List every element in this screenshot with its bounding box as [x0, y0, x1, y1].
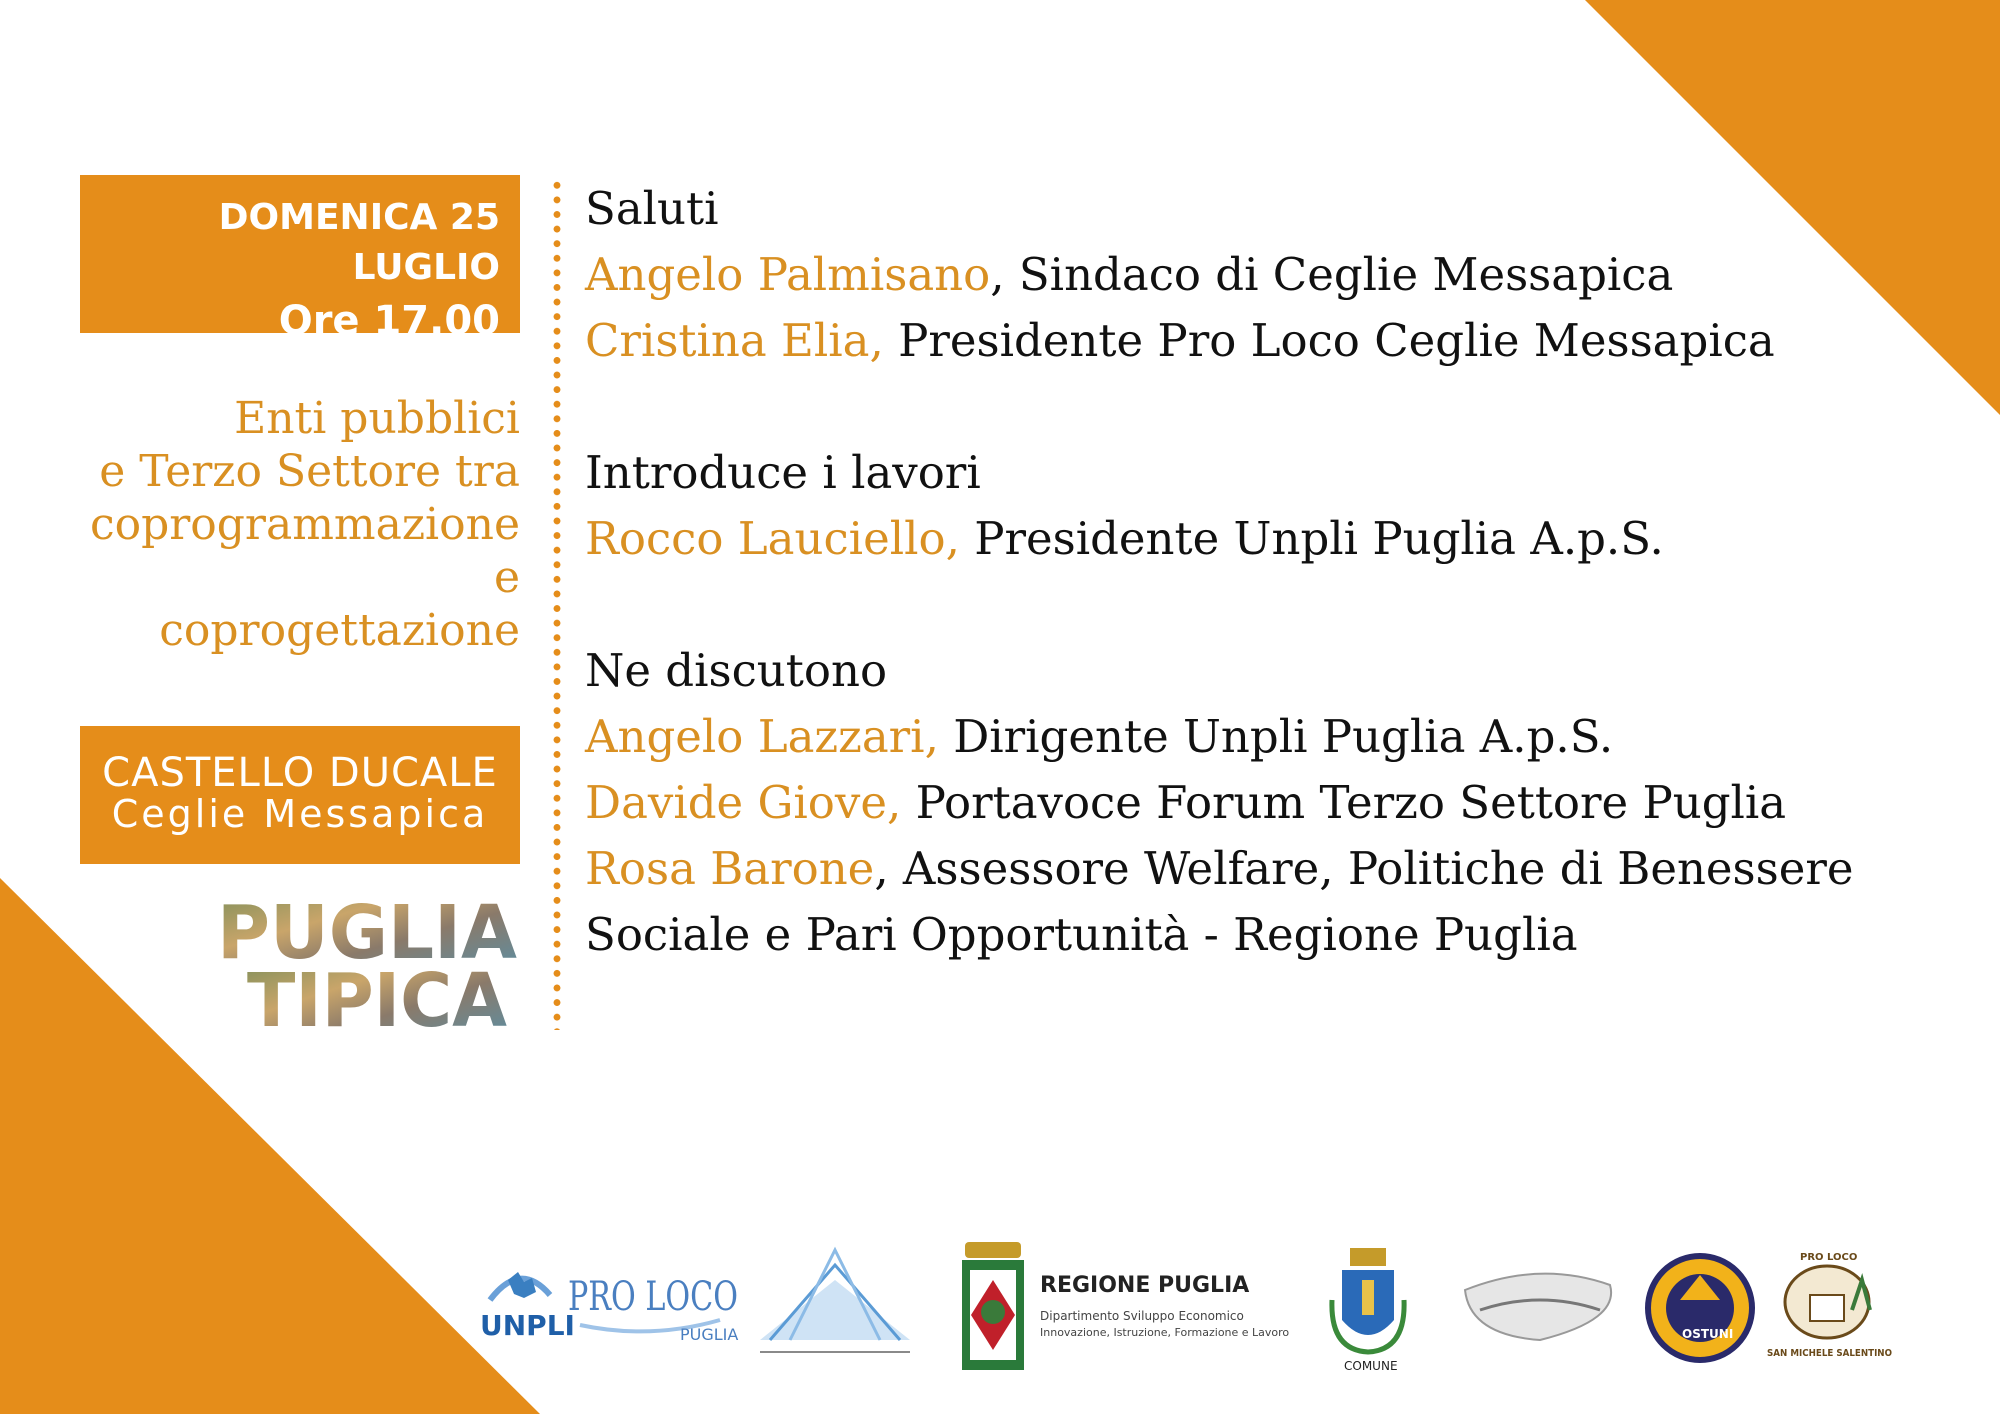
- speaker-name: Rocco Lauciello,: [585, 512, 975, 565]
- date-box: [80, 175, 520, 344]
- speaker-role: Presidente Pro Loco Ceglie Messapica: [898, 314, 1775, 367]
- speaker-role: Dirigente Unpli Puglia A.p.S.: [953, 710, 1614, 763]
- regione-line1: Dipartimento Sviluppo Economico: [1040, 1309, 1244, 1323]
- sanmichele-bottom-text: SAN MICHELE SALENTINO: [1767, 1348, 1892, 1359]
- speaker-line: [585, 308, 1945, 374]
- speaker-role: Presidente Unpli Puglia A.p.S.: [974, 512, 1664, 565]
- program: [585, 176, 1945, 968]
- logo-word-tipica: TIPICA: [247, 958, 507, 1030]
- speaker-name: Rosa Barone: [585, 842, 875, 895]
- speaker-role-continuation: Sociale e Pari Opportunità - Regione Puglia: [585, 908, 1578, 961]
- speaker-line: [585, 770, 1945, 836]
- speaker-role: , Sindaco di Ceglie Messapica: [990, 248, 1674, 301]
- topic-line: coprogrammazione: [89, 499, 520, 550]
- speaker-name: Davide Giove,: [585, 776, 916, 829]
- sanmichele-top-text: PRO LOCO: [1800, 1252, 1858, 1263]
- logo-word-puglia: PUGLIA: [217, 890, 517, 976]
- valle-itria-logo: [760, 1250, 910, 1352]
- speaker-name: Cristina Elia,: [585, 314, 899, 367]
- topic-line: Enti pubblici: [234, 393, 520, 444]
- speaker-line: [585, 704, 1945, 770]
- proloco-puglia-logo: [568, 1274, 738, 1344]
- ostuni-text: OSTUNI: [1682, 1327, 1734, 1341]
- comune-text: COMUNE: [1344, 1359, 1398, 1373]
- venue-name: CASTELLO DUCALE: [102, 750, 498, 796]
- speaker-name: Angelo Lazzari,: [585, 710, 954, 763]
- unpli-logo: [480, 1272, 575, 1342]
- speaker-name: Angelo Palmisano: [585, 248, 991, 301]
- speaker-role: Portavoce Forum Terzo Settore Puglia: [915, 776, 1787, 829]
- event-date: DOMENICA 25 LUGLIO: [218, 197, 500, 288]
- proloco-ceglie-logo: [1465, 1274, 1611, 1340]
- speaker-line: [585, 506, 1945, 572]
- speaker-line: [585, 836, 1945, 902]
- proloco-sub-text: PUGLIA: [680, 1325, 739, 1344]
- section-heading-introduce: Introduce i lavori: [585, 446, 981, 499]
- topic-line: coprogettazione: [159, 605, 520, 656]
- regione-title: REGIONE PUGLIA: [1040, 1273, 1250, 1298]
- sponsor-logos: [470, 1240, 1990, 1380]
- proloco-text: PRO LOCO: [568, 1274, 738, 1320]
- event-time: Ore 17.00: [278, 298, 500, 344]
- dotted-divider: [553, 178, 561, 1030]
- section-heading-saluti: Saluti: [585, 182, 719, 235]
- speaker-line: [585, 242, 1945, 308]
- section-heading-discutono: Ne discutono: [585, 644, 888, 697]
- regione-line2: Innovazione, Istruzione, Formazione e Lavoro: [1040, 1326, 1290, 1339]
- unpli-text: UNPLI: [480, 1309, 575, 1342]
- comune-ceglie-crest: [1332, 1248, 1404, 1373]
- proloco-san-michele-logo: [1767, 1252, 1892, 1359]
- ostuni-proloco-logo: [1648, 1256, 1752, 1360]
- regione-puglia-logo: [962, 1242, 1289, 1370]
- puglia-tipica-logo: [212, 890, 522, 1030]
- topic-line: e: [493, 552, 520, 603]
- speaker-role: , Assessore Welfare, Politiche di Benessere: [874, 842, 1854, 895]
- topic-line: e Terzo Settore tra: [99, 446, 520, 497]
- venue-box: [80, 726, 520, 864]
- event-topic: [20, 392, 520, 657]
- venue-city: Ceglie Messapica: [111, 792, 489, 836]
